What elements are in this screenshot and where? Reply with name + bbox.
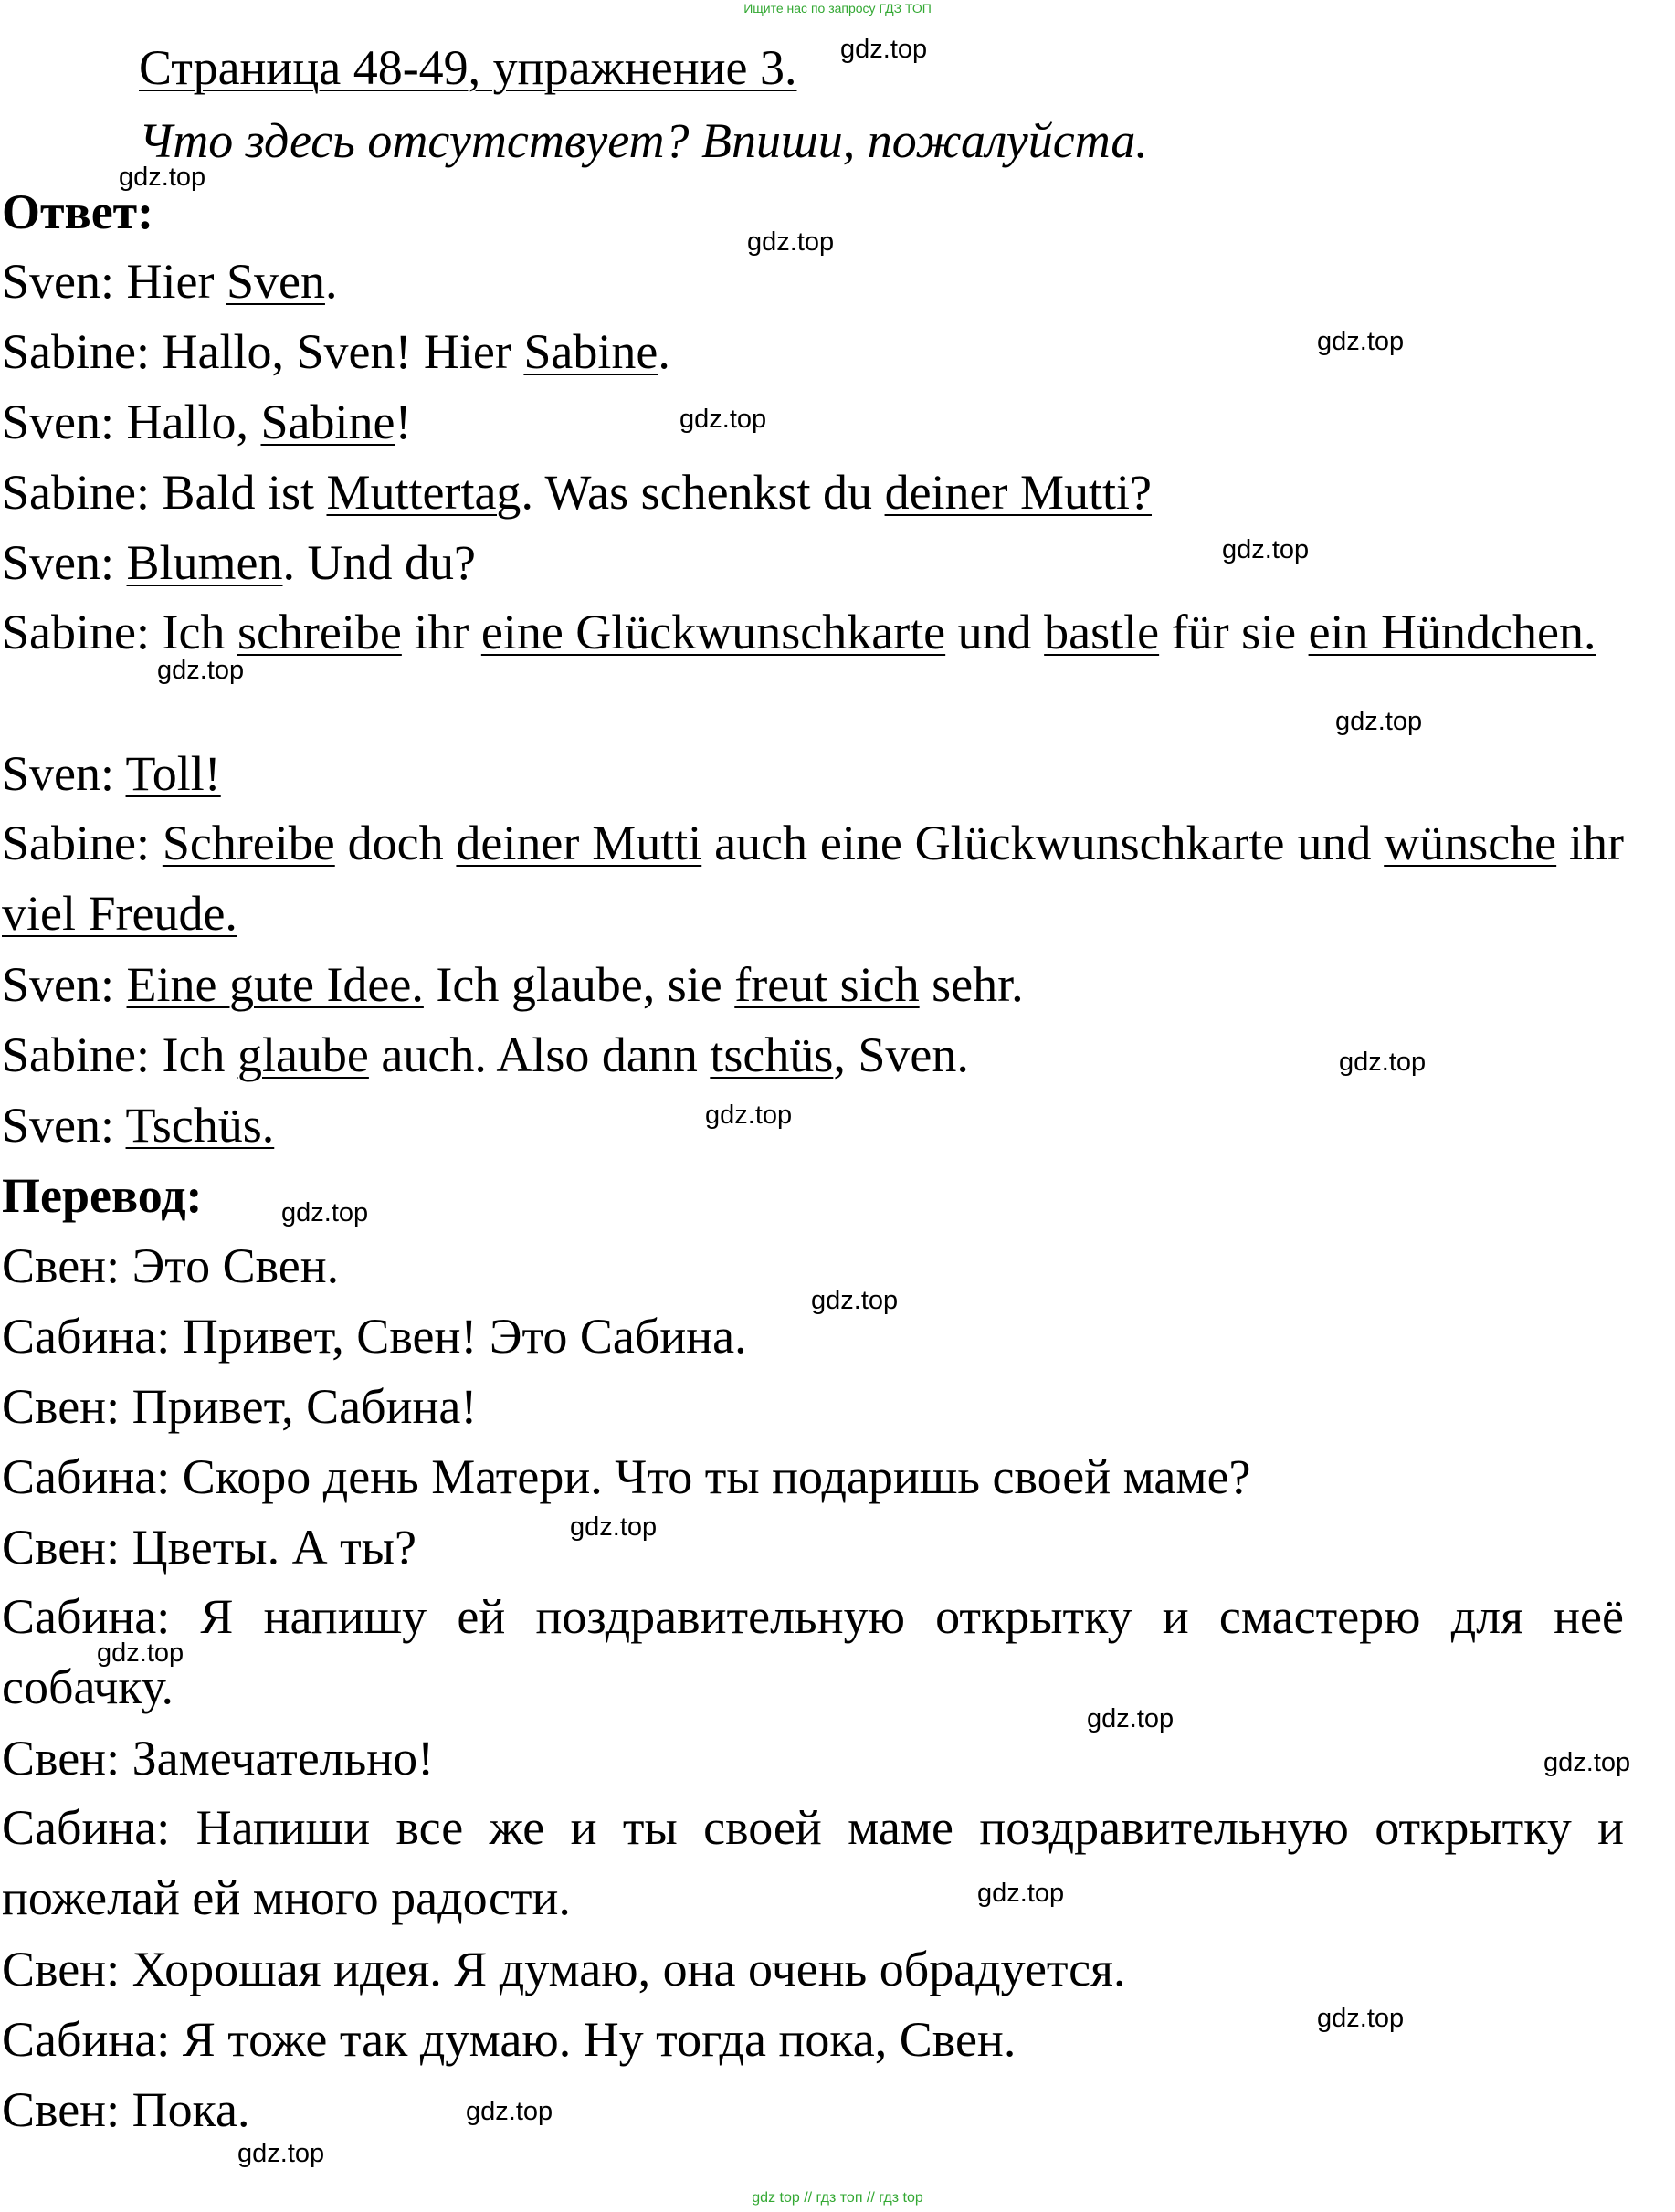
filled-answer: Sven: [226, 254, 325, 309]
answer-text: ihr: [1556, 816, 1624, 870]
filled-answer: eine Glückwunschkarte: [480, 605, 946, 659]
watermark: gdz.top: [570, 1512, 658, 1542]
answer-heading: Ответ:: [2, 184, 154, 239]
filled-answer: Blumen: [126, 535, 283, 590]
answer-text: doch: [334, 816, 457, 870]
answer-text: , Sven.: [833, 1027, 969, 1082]
answer-text: Sabine: Bald ist: [2, 465, 327, 520]
answer-text: und: [945, 605, 1045, 659]
filled-answer: Muttertag: [326, 465, 521, 520]
answer-line: [2, 393, 1624, 451]
top-banner: Ищите нас по запросу ГДЗ ТОП: [743, 1, 932, 16]
answer-line: [2, 744, 1624, 803]
answer-line: [2, 597, 1624, 668]
answer-line: [2, 955, 1624, 1014]
answer-text: sehr.: [919, 957, 1024, 1012]
page-title: Страница 48-49, упражнение 3.: [139, 40, 797, 95]
filled-answer: Tschüs.: [125, 1098, 275, 1153]
answer-text: .: [658, 324, 670, 379]
watermark: gdz.top: [1222, 535, 1310, 564]
translation-line: Свен: Хорошая идея. Я думаю, она очень обрадуется.: [2, 1942, 1126, 1996]
answer-line: [2, 808, 1624, 949]
watermark: gdz.top: [281, 1198, 369, 1227]
exercise-instruction: Что здесь отсутствует? Впиши, пожалуйста.: [139, 113, 1148, 168]
watermark: gdz.top: [466, 2097, 553, 2126]
answer-text: . Und du?: [282, 535, 476, 590]
answer-line: [2, 1096, 1624, 1154]
filled-answer: deiner Mutti?: [884, 465, 1152, 520]
answer-text: Sabine:: [2, 816, 163, 870]
filled-answer: glaube: [237, 1027, 369, 1082]
translation-line: Свен: Цветы. А ты?: [2, 1520, 416, 1575]
answer-text: Ich glaube, sie: [423, 957, 735, 1012]
filled-answer: Schreibe: [162, 816, 335, 870]
answer-text: auch. Also dann: [368, 1027, 711, 1082]
watermark: gdz.top: [1335, 707, 1423, 736]
filled-answer: Sabine: [260, 395, 395, 449]
translation-line: Свен: Это Свен.: [2, 1238, 340, 1293]
answer-text: . Was schenkst du: [521, 465, 885, 520]
answer-text: Sven:: [2, 957, 127, 1012]
translation-line: Свен: Пока.: [2, 2082, 250, 2137]
answer-text: auch eine Glückwunschkarte und: [701, 816, 1385, 870]
filled-answer: freut sich: [734, 957, 920, 1012]
answer-text: .: [324, 254, 338, 309]
watermark: gdz.top: [1543, 1748, 1631, 1777]
answer-text: Sven:: [2, 746, 126, 801]
answer-text: Sabine: Ich: [2, 605, 237, 659]
watermark: gdz.top: [157, 656, 245, 685]
watermark: gdz.top: [1087, 1704, 1175, 1733]
filled-answer: schreibe: [237, 605, 402, 659]
filled-answer: bastle: [1044, 605, 1160, 659]
answer-line: [2, 463, 1624, 521]
translation-line: Сабина: Я тоже так думаю. Ну тогда пока, Свен.: [2, 2012, 1017, 2067]
watermark: gdz.top: [747, 227, 835, 257]
watermark: gdz.top: [1317, 327, 1405, 356]
answer-text: ihr: [401, 605, 481, 659]
translation-line: Сабина: Я напишу ей поздравительную открытку и смастерю для неё собачку.: [2, 1589, 1624, 1714]
filled-answer: ein Hündchen.: [1308, 605, 1596, 659]
watermark: gdz.top: [237, 2139, 325, 2168]
watermark: gdz.top: [119, 163, 206, 192]
watermark: gdz.top: [1317, 2004, 1405, 2033]
watermark: gdz.top: [840, 35, 928, 64]
filled-answer: viel Freude.: [2, 886, 237, 941]
filled-answer: wünsche: [1384, 816, 1557, 870]
watermark: gdz.top: [811, 1286, 899, 1315]
watermark: gdz.top: [679, 405, 767, 434]
answer-text: Sven: Hier: [2, 254, 226, 309]
translation-line: Сабина: Скоро день Матери. Что ты подаришь своей маме?: [2, 1449, 1251, 1504]
watermark: gdz.top: [977, 1879, 1065, 1908]
filled-answer: tschüs: [710, 1027, 834, 1082]
answer-text: Sabine: Hallo, Sven! Hier: [2, 324, 524, 379]
filled-answer: Sabine: [523, 324, 658, 379]
answer-text: für sie: [1159, 605, 1309, 659]
watermark: gdz.top: [1339, 1048, 1427, 1077]
translation-line: Сабина: Напиши все же и ты своей маме поздравительную открытку и пожелай ей много радости.: [2, 1800, 1624, 1925]
translation-heading: Перевод:: [2, 1168, 203, 1223]
answer-text: Sven: Hallo,: [2, 395, 261, 449]
watermark: gdz.top: [705, 1101, 793, 1130]
translation-line: Свен: Замечательно!: [2, 1731, 435, 1785]
translation-line: Сабина: Привет, Свен! Это Сабина.: [2, 1309, 747, 1364]
filled-answer: deiner Mutti: [456, 816, 702, 870]
answer-line: [2, 533, 1624, 592]
watermark: gdz.top: [97, 1638, 184, 1668]
answer-line: [2, 252, 1624, 311]
answer-text: Sven:: [2, 1098, 126, 1153]
answer-text: Sven:: [2, 535, 127, 590]
answer-text: !: [395, 395, 412, 449]
translation-line: Свен: Привет, Сабина!: [2, 1379, 478, 1434]
filled-answer: Eine gute Idee.: [126, 957, 424, 1012]
filled-answer: Toll!: [125, 746, 221, 801]
answer-text: Sabine: Ich: [2, 1027, 237, 1082]
bottom-banner: gdz top // гдз топ // гдз top: [752, 2190, 923, 2206]
